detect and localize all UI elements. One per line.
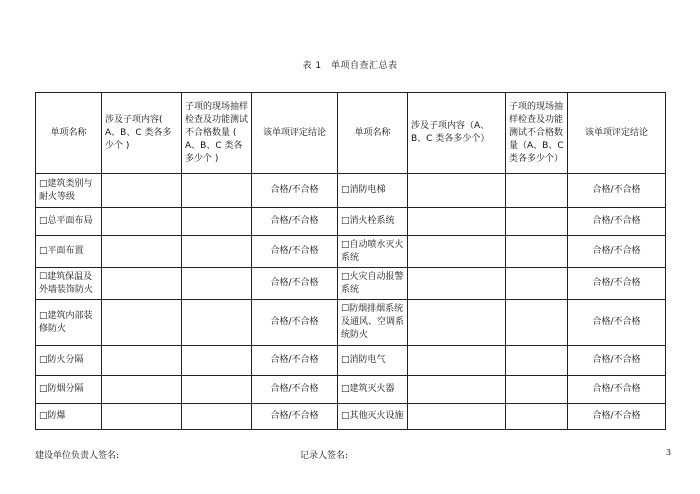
right-result-cell[interactable]: 合格/不合格: [568, 300, 666, 346]
left-fail-count-cell[interactable]: [182, 174, 252, 208]
left-item-name: □建筑类别与耐火等级: [36, 174, 102, 208]
left-result-cell[interactable]: 合格/不合格: [252, 268, 338, 300]
table-row: [36, 376, 666, 404]
header-sub-item-count-right: 涉及子项内容（A、B、C 类各多少个）: [408, 93, 506, 174]
right-item-name: ☐防烟排烟系统及通风、空调系统防火: [338, 300, 408, 346]
header-fail-count-right: 子项的现场抽样检查及功能测试不合格数量（A、B、C 类各多少个）: [506, 93, 568, 174]
left-fail-count-cell[interactable]: [182, 300, 252, 346]
left-fail-count-cell[interactable]: [182, 404, 252, 430]
left-fail-count-cell[interactable]: [182, 268, 252, 300]
right-item-name: □消防电气: [338, 346, 408, 376]
right-result-cell[interactable]: 合格/不合格: [568, 268, 666, 300]
right-fail-count-cell[interactable]: [506, 404, 568, 430]
right-item-name: □建筑灭火器: [338, 376, 408, 404]
right-sub-count-cell[interactable]: [408, 346, 506, 376]
table-row: [36, 300, 666, 346]
left-fail-count-cell[interactable]: [182, 346, 252, 376]
left-sub-count-cell[interactable]: [102, 268, 182, 300]
right-fail-count-cell[interactable]: [506, 300, 568, 346]
left-item-name: □防烟分隔: [36, 376, 102, 404]
right-result-cell[interactable]: 合格/不合格: [568, 376, 666, 404]
right-result-cell[interactable]: 合格/不合格: [568, 346, 666, 376]
right-fail-count-cell[interactable]: [506, 208, 568, 236]
header-sub-item-count: 涉及子项内容( A、B、C 类各多少个 ): [102, 93, 182, 174]
right-item-name: □自动喷水灭火系统: [338, 236, 408, 268]
left-result-cell[interactable]: 合格/不合格: [252, 404, 338, 430]
right-sub-count-cell[interactable]: [408, 300, 506, 346]
left-result-cell[interactable]: 合格/不合格: [252, 208, 338, 236]
header-item-name-right: 单项名称: [338, 93, 408, 174]
header-result-right: 该单项评定结论: [568, 93, 666, 174]
header-fail-count: 子项的现场抽样检查及功能测试不合格数量 ( A、B、C 类各多少个 ): [182, 93, 252, 174]
recorder-signature-label: 记录人签名:: [300, 451, 349, 461]
right-sub-count-cell[interactable]: [408, 268, 506, 300]
left-sub-count-cell[interactable]: [102, 404, 182, 430]
left-fail-count-cell[interactable]: [182, 208, 252, 236]
header-result: 该单项评定结论: [252, 93, 338, 174]
left-sub-count-cell[interactable]: [102, 346, 182, 376]
table-row: [36, 404, 666, 430]
left-result-cell[interactable]: 合格/不合格: [252, 174, 338, 208]
left-item-name: □防火分隔: [36, 346, 102, 376]
table-row: [36, 268, 666, 300]
table-title: 表 1 单项自查汇总表: [302, 61, 398, 71]
left-item-name: □总平面布局: [36, 208, 102, 236]
page-number: 3: [666, 448, 672, 457]
right-result-cell[interactable]: 合格/不合格: [568, 404, 666, 430]
right-sub-count-cell[interactable]: [408, 174, 506, 208]
right-result-cell[interactable]: 合格/不合格: [568, 208, 666, 236]
left-item-name: ☐建筑保温及外墙装饰防火: [36, 268, 102, 300]
right-item-name: □其他灭火设施: [338, 404, 408, 430]
builder-signature-label: 建设单位负责人签名:: [35, 451, 120, 461]
table-row: [36, 208, 666, 236]
left-sub-count-cell[interactable]: [102, 208, 182, 236]
right-sub-count-cell[interactable]: [408, 376, 506, 404]
table-row: [36, 346, 666, 376]
right-fail-count-cell[interactable]: [506, 268, 568, 300]
right-fail-count-cell[interactable]: [506, 236, 568, 268]
left-fail-count-cell[interactable]: [182, 236, 252, 268]
self-check-summary-table: [35, 92, 666, 430]
right-sub-count-cell[interactable]: [408, 208, 506, 236]
header-row: [36, 93, 666, 174]
right-item-name: □消防电梯: [338, 174, 408, 208]
header-item-name: 单项名称: [36, 93, 102, 174]
right-fail-count-cell[interactable]: [506, 174, 568, 208]
left-sub-count-cell[interactable]: [102, 174, 182, 208]
right-fail-count-cell[interactable]: [506, 346, 568, 376]
right-fail-count-cell[interactable]: [506, 376, 568, 404]
left-result-cell[interactable]: 合格/不合格: [252, 346, 338, 376]
left-sub-count-cell[interactable]: [102, 236, 182, 268]
right-sub-count-cell[interactable]: [408, 236, 506, 268]
right-result-cell[interactable]: 合格/不合格: [568, 236, 666, 268]
right-item-name: □火灾自动报警系统: [338, 268, 408, 300]
table-row: [36, 174, 666, 208]
right-result-cell[interactable]: 合格/不合格: [568, 174, 666, 208]
left-fail-count-cell[interactable]: [182, 376, 252, 404]
table-row: [36, 236, 666, 268]
left-item-name: □平面布置: [36, 236, 102, 268]
left-result-cell[interactable]: 合格/不合格: [252, 376, 338, 404]
left-sub-count-cell[interactable]: [102, 300, 182, 346]
right-sub-count-cell[interactable]: [408, 404, 506, 430]
left-result-cell[interactable]: 合格/不合格: [252, 236, 338, 268]
left-sub-count-cell[interactable]: [102, 376, 182, 404]
left-item-name: □防爆: [36, 404, 102, 430]
left-item-name: □建筑内部装修防火: [36, 300, 102, 346]
right-item-name: □消火栓系统: [338, 208, 408, 236]
left-result-cell[interactable]: 合格/不合格: [252, 300, 338, 346]
